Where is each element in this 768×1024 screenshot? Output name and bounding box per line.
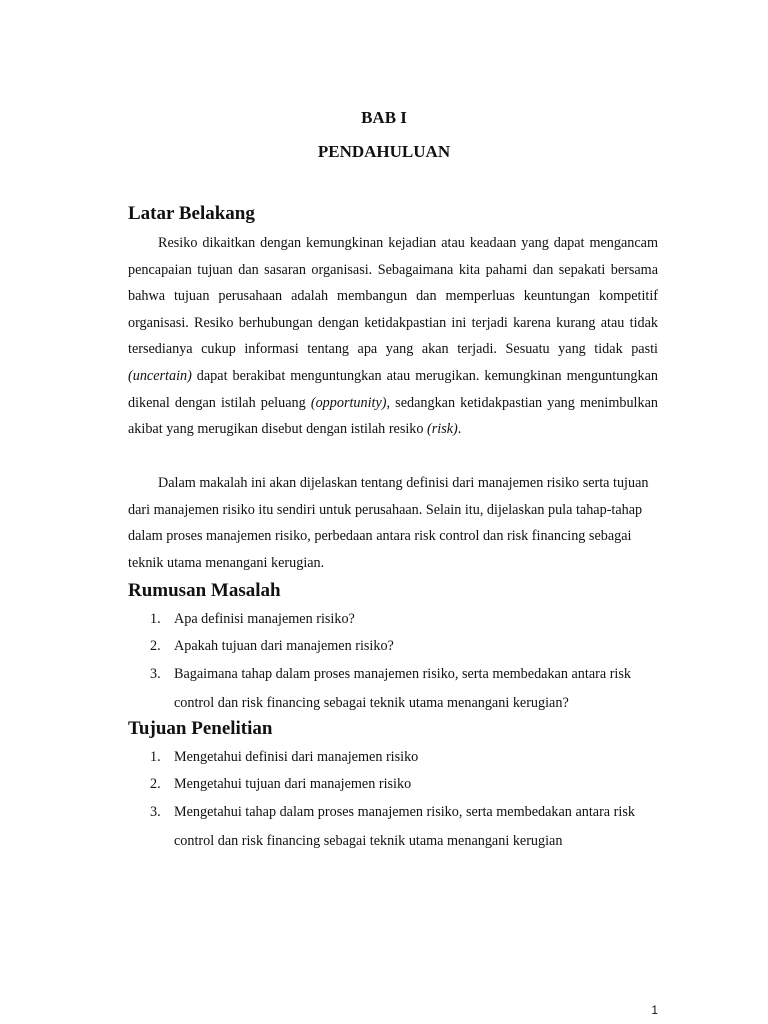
objectives-list	[128, 744, 658, 856]
list-item	[128, 744, 658, 771]
heading-tujuan-penelitian: Tujuan Penelitian	[128, 718, 273, 739]
list-item-text: Bagaimana tahap dalam proses manajemen risiko, serta membedakan antara risk control dan risk financing sebagai teknik utama menangani kerugian?	[174, 666, 631, 711]
term-risk: (risk)	[427, 421, 458, 438]
list-item-text: Apakah tujuan dari manajemen risiko?	[174, 638, 394, 654]
p1-text-c: , sedangkan ketidakpastian yang menimbulkan akibat yang merugikan disebut dengan istilah resiko	[128, 394, 658, 438]
paragraph-background-2: Dalam makalah ini akan dijelaskan tentang definisi dari manajemen risiko serta tujuan dari manajemen risiko itu sendiri untuk perusahaan. Selain itu, dijelaskan pula tahap-tahap dalam proses manajemen risiko, perbedaan antara risk control dan risk financing sebagai teknik utama menangani kerugian.	[128, 475, 649, 571]
list-item-text: Mengetahui definisi dari manajemen risiko	[174, 749, 419, 765]
page-number: 1	[651, 1003, 658, 1017]
list-item-number: 3.	[150, 804, 161, 820]
list-item-number: 1.	[150, 611, 161, 627]
list-item-number: 2.	[150, 638, 161, 654]
chapter-number: BAB I	[361, 108, 407, 127]
list-item-text: Mengetahui tahap dalam proses manajemen risiko, serta membedakan antara risk control dan risk financing sebagai teknik utama menangani kerugian	[174, 804, 635, 849]
list-item-number: 1.	[150, 749, 161, 765]
term-uncertain: (uncertain)	[128, 367, 192, 384]
heading-rumusan-masalah: Rumusan Masalah	[128, 580, 281, 601]
term-opportunity: (opportunity)	[310, 394, 387, 411]
list-item	[128, 771, 658, 798]
chapter-title: PENDAHULUAN	[317, 142, 451, 161]
p1-text-b: dapat berakibat menguntungkan atau merugikan. kemungkinan menguntungkan dikenal dengan istilah peluang	[128, 367, 658, 411]
problem-list	[128, 606, 658, 718]
paragraph-background-1	[128, 230, 658, 443]
list-item-text: Mengetahui tujuan dari manajemen risiko	[174, 776, 412, 792]
list-item-number: 2.	[150, 776, 161, 792]
list-item	[128, 660, 658, 718]
heading-latar-belakang: Latar Belakang	[128, 203, 255, 224]
list-item	[128, 606, 658, 633]
list-item-text: Apa definisi manajemen risiko?	[174, 611, 355, 627]
list-item	[128, 798, 658, 856]
list-item-number: 3.	[150, 666, 161, 682]
p1-text-a: Resiko dikaitkan dengan kemungkinan kejadian atau keadaan yang dapat mengancam pencapaian tujuan dan sasaran organisasi. Sebagaimana kita pahami dan sepakati bersama bahwa tujuan perusahaan adalah membangun dan memperluas keuntungan kompetitif organisasi. Resiko berhubungan dengan ketidakpastian ini terjadi karena kurang atau tidak tersedianya cukup informasi tentang apa yang akan terjadi. Sesuatu yang tidak pasti	[128, 235, 658, 358]
list-item	[128, 633, 658, 660]
p1-text-d: .	[457, 421, 462, 438]
